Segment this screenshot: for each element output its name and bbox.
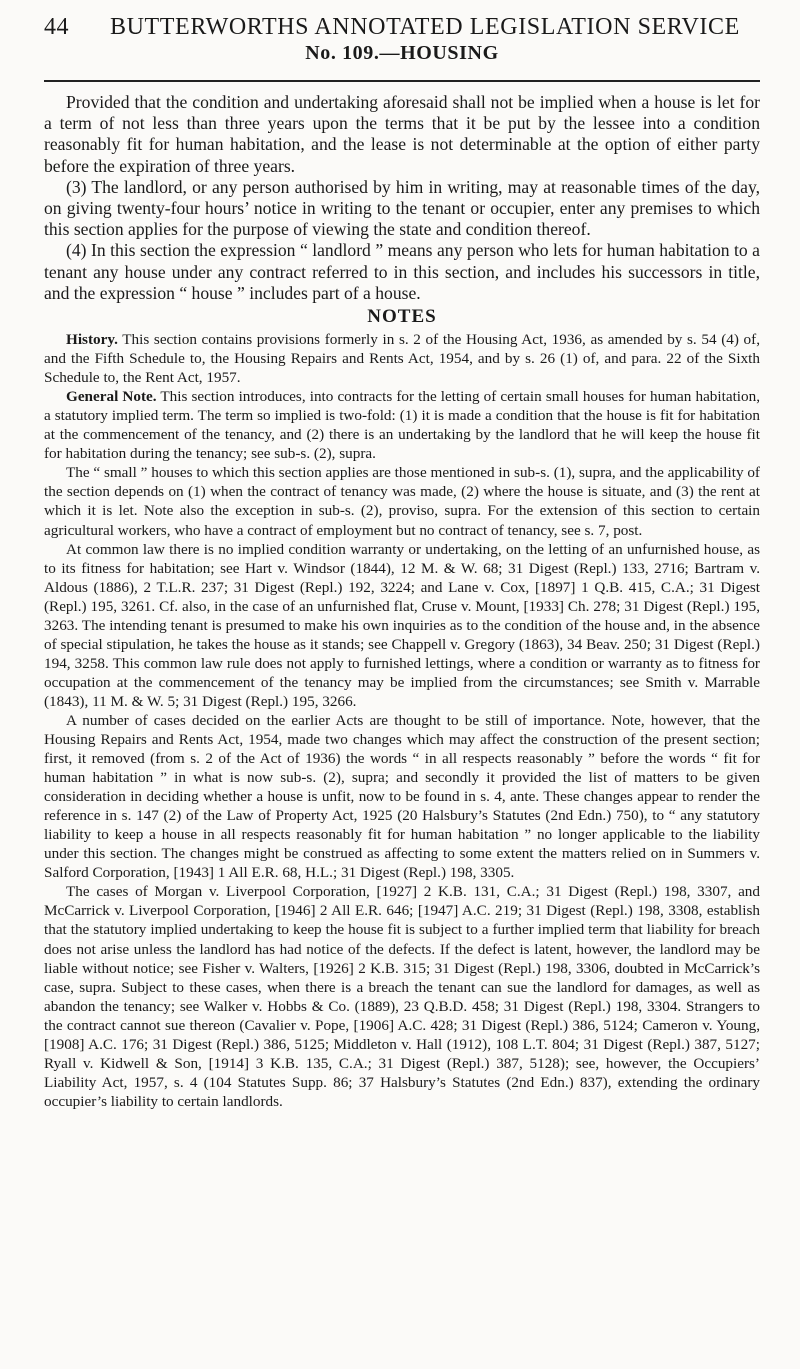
series-title: BUTTERWORTHS ANNOTATED LEGISLATION SERVICE: [110, 14, 740, 40]
common-law-note: At common law there is no implied condition warranty or undertaking, on the letting of an unfurnished house, as to its fitness for habitation; see Hart v. Windsor (1844), 12 M. & W. 68; 31 Digest (Repl.) 133, 2716; Bartram v. Aldous (1886), 2 T.L.R. 237; 31 Digest (Repl.) 192, 3224; and Lane v. Cox, [1897] 1 Q.B. 415, C.A.; 31 Digest (Repl.) 195, 3261. Cf. also, in the case of an unfurnished flat, Cruse v. Mount, [1933] Ch. 278; 31 Digest (Repl.) 195, 3263. The intending tenant is presumed to make his own inquiries as to the condition of the house and, in the absence of special stipulation, he takes the house as it stands; see Chappell v. Gregory (1863), 34 Beav. 250; 31 Digest (Repl.) 194, 3258. This common law rule does not apply to furnished lettings, where a condition or warranty as to fitness for occupation at the commencement of the tenancy may be implied from the circumstances; see Smith v. Marrable (1843), 11 M. & W. 5; 31 Digest (Repl.) 195, 3266.: [44, 540, 760, 710]
header-rule: [44, 80, 760, 82]
notes-section: [44, 330, 760, 1111]
subsection-3: (3) The landlord, or any person authorised by him in writing, may at reasonable times of the day, on giving twenty-four hours’ notice in writing to the tenant or occupier, enter any premises to which this section applies for the purpose of viewing the state and condition thereof.: [44, 176, 760, 240]
notes-heading: NOTES: [367, 306, 437, 328]
general-note: [44, 387, 760, 463]
earlier-acts-note: A number of cases decided on the earlier Acts are thought to be still of importance. Note, however, that the Housing Repairs and Rents Act, 1954, made two changes which may affect the construction of the present section; first, it removed (from s. 2 of the Act of 1936) the words “ in all respects reasonably ” before the words “ fit for human habitation ” in what is now sub-s. (2), supra; and secondly it provided the list of matters to be given consideration in deciding whether a house is unfit, now to be found in s. 4, ante. These changes appear to render the reference in s. 147 (2) of the Law of Property Act, 1925 (20 Halsbury’s Statutes (2nd Edn.) 750), to “ any statutory liability to keep a house in all respects reasonably fit for human habitation ” no longer applicable to the liability under this section. The changes might be construed as affecting to some extent the matters relied on in Summers v. Salford Corporation, [1943] 1 All E.R. 68, H.L.; 31 Digest (Repl.) 198, 3305.: [44, 711, 760, 882]
page-header: [44, 12, 760, 72]
small-houses-note: The “ small ” houses to which this section applies are those mentioned in sub-s. (1), supra, and the applicability of the section depends on (1) when the contract of tenancy was made, (2) where the house is situate, and (3) the rent at which it is let. Note also the exception in sub-s. (2), proviso, supra. For the extension of this section to certain agricultural workers, who have a contract of employment but no contract of tenancy, see s. 7, post.: [44, 464, 760, 539]
cases-note: The cases of Morgan v. Liverpool Corporation, [1927] 2 K.B. 131, C.A.; 31 Digest (Repl.) 198, 3307, and McCarrick v. Liverpool Corporation, [1946] 2 All E.R. 646; [1947] A.C. 219; 31 Digest (Repl.) 198, 3308, establish that the statutory implied undertaking to keep the house fit is subject to a further implied term that liability for breach does not arise unless the landlord has had notice of the defects. If the defect is latent, however, the landlord may be liable without notice; see Fisher v. Walters, [1926] 2 K.B. 315; 31 Digest (Repl.) 198, 3306, doubted in McCarrick’s case, supra. Subject to these cases, when there is a breach the tenant can sue the landlord for damages, as well as abandon the tenancy; see Walker v. Hobbs & Co. (1889), 23 Q.B.D. 458; 31 Digest (Repl.) 198, 3304. Strangers to the contract cannot sue thereon (Cavalier v. Pope, [1906] A.C. 428; 31 Digest (Repl.) 386, 5124; Cameron v. Young, [1908] A.C. 176; 31 Digest (Repl.) 386, 5125; Middleton v. Hall (1912), 108 L.T. 804; 31 Digest (Repl.) 387, 5127; Ryall v. Kidwell & Son, [1914] 3 K.B. 135, C.A.; 31 Digest (Repl.) 387, 5128); see, however, the Occupiers’ Liability Act, 1957, s. 4 (104 Statutes Supp. 86; 37 Halsbury’s Statutes (2nd Edn.) 837), extending the ordinary occupier’s liability to certain landlords.: [44, 883, 760, 1110]
history-text: This section contains provisions formerly in s. 2 of the Housing Act, 1936, as amended by s. 54 (4) of, and the Fifth Schedule to, the Housing Repairs and Rents Act, 1954, and by s. 26 (1) of, and para. 22 of the Sixth Schedule to, the Rent Act, 1957.: [44, 331, 760, 387]
history-note: [44, 330, 760, 387]
page-number: 44: [44, 14, 69, 40]
general-text: This section introduces, into contracts for the letting of certain small houses for human habitation, a statutory implied term. The term so implied is two-fold: (1) it is made a condition that the house is fit for habitation at the commencement of the tenancy, and (2) there is an undertaking by the landlord that he will keep the house fit for habitation during the tenancy; see sub-s. (2), supra.: [44, 388, 761, 463]
general-lead: General Note.: [66, 388, 157, 406]
proviso-paragraph: Provided that the condition and undertaking aforesaid shall not be implied when a house is let for a term of not less than three years upon the terms that it be put by the lessee into a condition reasonably fit for human habitation, and the lease is not determinable at the option of either party before the expiration of three years.: [44, 92, 760, 176]
history-lead: History.: [66, 331, 118, 349]
subsection-4: (4) In this section the expression “ landlord ” means any person who lets for human habitation to a tenant any house under any contract referred to in this section, and includes his successors in title, and the expression “ house ” includes part of a house.: [44, 240, 760, 303]
chapter-title: No. 109.—HOUSING: [305, 42, 499, 64]
statute-text: [44, 92, 760, 304]
